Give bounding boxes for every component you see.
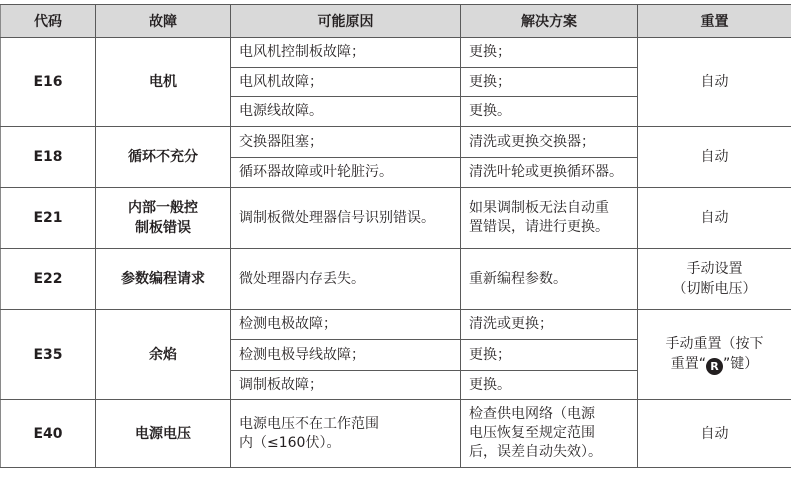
reset-cell: 自动 [638,400,791,468]
table-row [1,127,791,158]
table-row [1,249,791,310]
solution-cell: 重新编程参数。 [461,249,638,310]
cause-cell: 检测电极故障； [231,310,461,340]
error-code: E40 [1,400,96,468]
solution-line: 如果调制板无法自动重 [469,200,609,216]
error-code: E22 [1,249,96,310]
table-row [1,310,791,340]
error-code: E18 [1,127,96,188]
solution-cell: 更换。 [461,97,638,127]
fault-line: 内部一般控 [128,200,198,216]
fault-name: 循环不充分 [96,127,231,188]
solution-line: 后，误差自动失效）。 [469,444,602,460]
header-reset: 重置 [638,5,791,38]
solution-line: 置错误，请进行更换。 [469,219,609,235]
header-fault: 故障 [96,5,231,38]
header-code: 代码 [1,5,96,38]
cause-cell: 调制板微处理器信号识别错误。 [231,188,461,249]
fault-name [96,188,231,249]
solution-cell: 清洗或更换交换器； [461,127,638,158]
reset-line: （切断电压） [672,281,757,297]
reset-cell: 自动 [638,127,791,188]
error-code: E35 [1,310,96,400]
solution-cell: 更换。 [461,371,638,400]
error-code-table [0,4,791,468]
cause-cell [231,400,461,468]
cause-line: 内（≤160伏）。 [239,434,341,451]
reset-key-icon: R [706,358,723,375]
cause-cell: 电源线故障。 [231,97,461,127]
solution-cell [461,400,638,468]
solution-cell: 清洗或更换； [461,310,638,340]
cause-cell: 循环器故障或叶轮脏污。 [231,158,461,188]
cause-cell: 调制板故障； [231,371,461,400]
solution-cell [461,188,638,249]
reset-text-before: 重置“ [670,356,706,372]
solution-cell: 清洗叶轮或更换循环器。 [461,158,638,188]
solution-cell: 更换； [461,340,638,371]
fault-name: 电源电压 [96,400,231,468]
fault-line: 制板错误 [135,220,191,236]
reset-line: 手动设置 [686,261,743,277]
fault-name: 余焰 [96,310,231,400]
fault-name: 参数编程请求 [96,249,231,310]
reset-cell: 自动 [638,38,791,127]
fault-name: 电机 [96,38,231,127]
table-body [1,38,791,468]
cause-cell: 电风机故障； [231,68,461,97]
solution-cell: 更换； [461,38,638,68]
table-header [1,5,791,38]
error-code: E21 [1,188,96,249]
reset-cell [638,310,791,400]
reset-line: 手动重置（按下 [665,336,764,352]
header-solution: 解决方案 [461,5,638,38]
cause-cell: 检测电极导线故障； [231,340,461,371]
table-row [1,38,791,68]
table-row [1,188,791,249]
header-cause: 可能原因 [231,5,461,38]
table-row [1,400,791,468]
reset-cell [638,249,791,310]
cause-cell: 交换器阻塞； [231,127,461,158]
cause-cell: 电风机控制板故障； [231,38,461,68]
error-code: E16 [1,38,96,127]
reset-text-after: ”键） [723,356,759,372]
reset-line [638,354,791,375]
solution-line: 电压恢复至规定范围 [469,425,595,441]
header-row [1,5,791,38]
solution-line: 检查供电网络（电源 [469,406,595,422]
cause-cell: 微处理器内存丢失。 [231,249,461,310]
reset-cell: 自动 [638,188,791,249]
solution-cell: 更换； [461,68,638,97]
cause-line: 电源电压不在工作范围 [239,415,379,432]
